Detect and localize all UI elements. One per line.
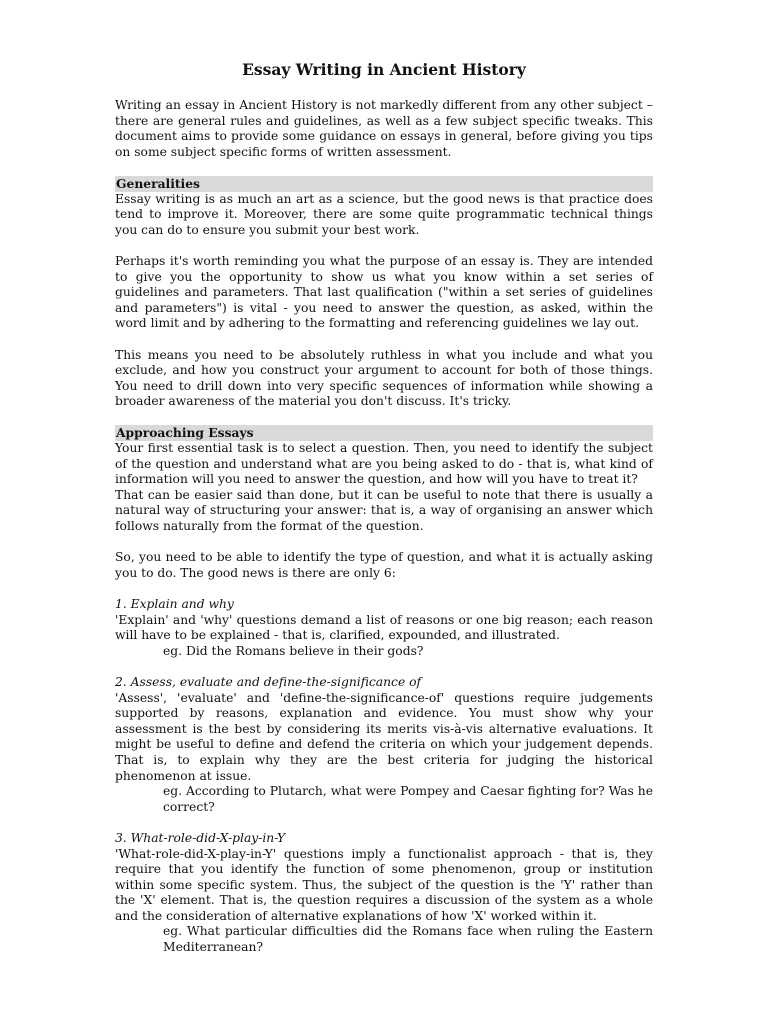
paragraph: That can be easier said than done, but it can be useful to note that there is usually a natural way of structuring your answer: that is, a way of organising an answer which follows naturally from the format of the question. <box>115 487 653 534</box>
paragraph: This means you need to be absolutely ruthless in what you include and what you exclude, and how you construct your argument to account for both of those things. You need to drill down into very specific sequences of information while showing a broader awareness of the material you don't discuss. It's tricky. <box>115 347 653 409</box>
paragraph: Your first essential task is to select a question. Then, you need to identify the subject of the question and understand what are you being asked to do - that is, what kind of information will you need to answer the question, and how will you have to treat it? <box>115 441 653 487</box>
question-type-body: 'Assess', 'evaluate' and 'define-the-significance-of' questions require judgements supported by reasons, explanation and evidence. You must show why your assessment is the best by considering its merits vis-à-vis alternative evaluations. It might be useful to define and defend the criteria on which your judgement depends. That is, to explain why they are the best criteria for judging the historical phenomenon at issue. <box>115 690 653 783</box>
spacer <box>115 815 653 831</box>
spacer <box>115 410 653 426</box>
page-title: Essay Writing in Ancient History <box>242 60 526 79</box>
paragraph: Essay writing is as much an art as a science, but the good news is that practice does tend to improve it. Moreover, there are some quite programmatic technical things you can do to ensure you submit your best work. <box>115 191 653 237</box>
paragraph: Perhaps it's worth reminding you what the purpose of an essay is. They are intended to give you the opportunity to show us what you know within a set series of guidelines and parameters. That last qualification ("within a set series of guidelines and parameters") is vital - you need to answer the question, as asked, within the word limit and by adhering to the formatting and referencing guidelines we lay out. <box>115 253 653 331</box>
spacer <box>115 659 653 675</box>
spacer <box>115 160 653 176</box>
question-type-heading: 3. What-role-did-X-play-in-Y <box>115 830 286 845</box>
intro-paragraph: Writing an essay in Ancient History is not markedly different from any other subject – there are general rules and guidelines, as well as a few subject specific tweaks. This document aims to provide some guidance on essays in general, before giving you tips on some subject specific forms of written assessment. <box>115 98 653 159</box>
section-heading-approaching-essays: Approaching Essays <box>115 425 653 441</box>
question-type-heading: 1. Explain and why <box>115 597 234 611</box>
spacer <box>115 238 653 254</box>
paragraph: So, you need to be able to identify the type of question, and what it is actually asking you to do. The good news is there are only 6: <box>115 550 653 580</box>
question-type-heading: 2. Assess, evaluate and define-the-significance of <box>115 674 422 689</box>
spacer <box>115 332 653 348</box>
spacer <box>115 581 653 597</box>
question-type-example: eg. Did the Romans believe in their gods? <box>163 643 424 658</box>
section-heading-generalities: Generalities <box>115 176 653 192</box>
question-type-example: eg. According to Plutarch, what were Pompey and Caesar fighting for? Was he correct? <box>163 784 653 814</box>
question-type-example: eg. What particular difficulties did the Romans face when ruling the Eastern Mediterranean? <box>163 924 653 955</box>
question-type-body: 'Explain' and 'why' questions demand a list of reasons or one big reason; each reason will have to be explained - that is, clarified, expounded, and illustrated. <box>115 612 653 643</box>
spacer <box>115 535 653 551</box>
question-type-body: 'What-role-did-X-play-in-Y' questions imply a functionalist approach - that is, they require that you identify the function of some phenomenon, group or institution within some specific system. Thus, the subject of the question is the 'Y' rather than the 'X' element. That is, the question requires a discussion of the system as a whole and the consideration of alternative explanations of how 'X' worked within it. <box>115 846 653 923</box>
